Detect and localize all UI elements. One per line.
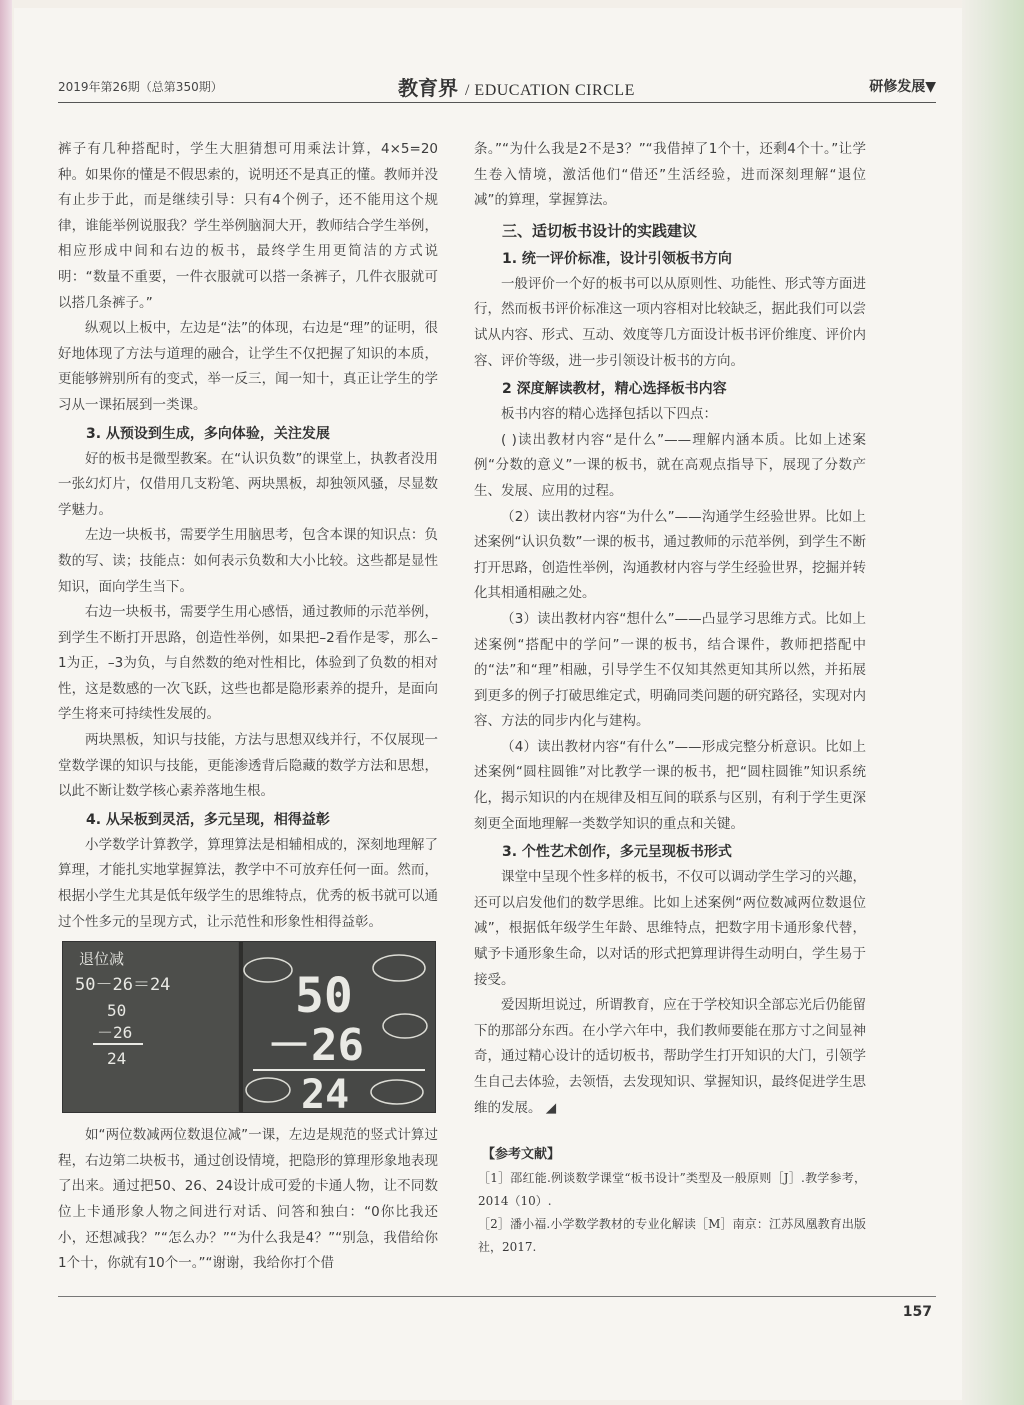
journal-title-en: / EDUCATION CIRCLE: [464, 82, 635, 99]
footer-rule: [58, 1296, 936, 1297]
end-mark: ◢: [545, 1099, 557, 1116]
header-rule: [58, 102, 936, 103]
subheading: 3. 从预设到生成，多向体验，关注发展: [86, 425, 330, 442]
paragraph: 板书内容的精心选择包括以下四点：: [501, 406, 717, 423]
section-heading: 三、适切板书设计的实践建议: [502, 221, 698, 240]
paragraph: ( )读出教材内容“是什么”——理解内涵本质。比如上述案例“分数的意义”一课的板书，就在高观点指导下，展现了分数产生、发展、应用的过程。: [474, 431, 866, 499]
paragraph: 左边一块板书，需要学生用脑思考，包含本课的知识点：负数的写、读；技能点：如何表示负数和大小比较。这些都是显性知识，面向学生当下。: [58, 527, 438, 595]
references: [474, 1143, 866, 1259]
right-column: [474, 137, 866, 1259]
left-column: [58, 137, 438, 1277]
paragraph: 一般评价一个好的板书可以从原则性、功能性、形式等方面进行，然而板书评价标准这一项内容相对比较缺乏，据此我们可以尝试从内容、形式、互动、效度等几方面设计板书评价维度、评价内容、评价等级，进一步引领设计板书的方向。: [474, 275, 866, 369]
running-header: [58, 70, 936, 104]
references-title: 【参考文献】: [482, 1147, 561, 1163]
page-number: 157: [902, 1304, 932, 1320]
paragraph: 两块黑板，知识与技能，方法与思想双线并行，不仅展现一堂数学课的知识与技能，更能渗透背后隐藏的数学方法和思想，以此不断让数学核心素养落地生根。: [58, 732, 438, 800]
paragraph: 纵观以上板中，左边是“法”的体现，右边是“理”的证明，很好地体现了方法与道理的融合，让学生不仅把握了知识的本质，更能够辨别所有的变式，举一反三，闻一知十，真正让学生的学习从一课拓展到一类课。: [58, 320, 438, 413]
paragraph: （3）读出教材内容“想什么”——凸显学习思维方式。比如上述案例“搭配中的学问”一课的板书，结合课件，教师把搭配中的“法”和“理”相融，引导学生不仅知其然更知其所以然，并拓展到更多的例子打破思维定式，明确同类问题的研究路径，实现对内容、方法的同步内化与建构。: [474, 610, 866, 730]
journal-title-cn: 教育界: [398, 76, 458, 100]
reference-item: ［1］邵红能.例谈数学课堂“板书设计”类型及一般原则［J］.教学参考，2014（10）.: [478, 1171, 866, 1209]
paragraph: 小学数学计算教学，算理算法是相辅相成的，深刻地理解了算理，才能扎实地掌握算法，教学中不可放弃任何一面。然而，根据小学生尤其是低年级学生的思维特点，优秀的板书就可以通过个性多元的呈现方式，让示范性和形象性相得益彰。: [58, 836, 438, 930]
blackboard-photo: [62, 941, 436, 1113]
section-label: 研修发展▼: [869, 79, 936, 95]
cartoon-number-top: 50: [295, 968, 353, 1025]
page-edge-left: [0, 0, 12, 1405]
paragraph: 课堂中呈现个性多样的板书，不仅可以调动学生学习的兴趣，还可以启发他们的数学思维。比如上述案例“两位数减两位数退位减”，根据低年级学生年龄、思维特点，把数字用卡通形象代替，赋予卡通形象生命，以对话的形式把算理讲得生动明白，学生易于接受。: [474, 869, 866, 988]
page-edge-right: [962, 0, 1024, 1405]
vertical-middle: －26: [97, 1023, 133, 1043]
board-equation: 50－26＝24: [75, 975, 171, 996]
paragraph: [474, 993, 866, 1121]
blackboard-illustration: [63, 942, 435, 1112]
paragraph: （4）读出教材内容“有什么”——形成完整分析意识。比如上述案例“圆柱圆锥”对比教学一课的板书，把“圆柱圆锥”知识系统化，揭示知识的内在规律及相互间的联系与区别，有利于学生更深刻更全面地理解一类数学知识的重点和关键。: [474, 738, 866, 832]
paragraph: 如“两位数减两位数退位减”一课，左边是规范的竖式计算过程，右边第二块板书，通过创设情境，把隐形的算理形象地表现了出来。通过把50、26、24设计成可爱的卡通人物，让不同数位上卡通形象人物之间进行对话、问答和独白：“0你比我还小，还想减我？”“怎么办？”“为什么我是4？”“别急，我借给你1个十，你就有10个一。”“谢谢，我给你打个借: [58, 1127, 438, 1272]
board-title: 退位减: [79, 950, 125, 969]
cartoon-number-result: 24: [301, 1072, 350, 1113]
paragraph: 右边一块板书，需要学生用心感悟，通过教师的示范举例，到学生不断打开思路，创造性举例，如果把–2看作是零，那么–1为正，–3为负，与自然数的绝对性相比，体验到了负数的相对性，这是数感的一次飞跃，这些也都是隐形素养的提升，是面向学生将来可持续性发展的。: [58, 604, 438, 723]
cartoon-number-middle: －26: [267, 1020, 364, 1072]
paragraph: 裤子有几种搭配时，学生大胆猜想可用乘法计算，4×5=20种。如果你的懂是不假思索的，说明还不是真正的懂。教师并没有止步于此，而是继续引导：只有4个例子，还不能用这个规律，谁能举例说服我？学生举例脑洞大开，教师结合学生举例，相应形成中间和右边的板书，最终学生用更简洁的方式说明：“数量不重要，一件衣服就可以搭一条裤子，几件衣服就可以搭几条裤子。”: [58, 141, 438, 311]
paragraph: （2）读出教材内容“为什么”——沟通学生经验世界。比如上述案例“认识负数”一课的板书，通过教师的示范举例，到学生不断打开思路，创造性举例，沟通教材内容与学生经验世界，挖掘并转化其相通相融之处。: [474, 508, 866, 602]
subheading: 2 深度解读教材，精心选择板书内容: [502, 381, 727, 398]
subheading: 4. 从呆板到灵活，多元呈现，相得益彰: [86, 811, 330, 828]
paragraph-text: 爱因斯坦说过，所谓教育，应在于学校知识全部忘光后仍能留下的那部分东西。在小学六年中，我们教师要能在那方寸之间显神奇，通过精心设计的适切板书，帮助学生打开知识的大门，引领学生自己去体验，去领悟，去发现知识、掌握知识，最终促进学生思维的发展。: [474, 997, 866, 1116]
paragraph: 好的板书是微型教案。在“认识负数”的课堂上，执教者没用一张幻灯片，仅借用几支粉笔、两块黑板，却独领风骚，尽显数学魅力。: [58, 450, 438, 518]
paragraph: 条。”“为什么我是2不是3？”“我借掉了1个十，还剩4个十。”让学生卷入情境，激活他们“借还”生活经验，进而深刻理解“退位减”的算理，掌握算法。: [474, 141, 866, 209]
vertical-top: 50: [107, 1001, 127, 1021]
vertical-result: 24: [107, 1049, 127, 1069]
subheading: 3. 个性艺术创作，多元呈现板书形式: [502, 844, 732, 861]
issue-label: 2019年第26期（总第350期）: [58, 80, 223, 94]
journal-title: [398, 72, 635, 101]
reference-item: ［2］潘小福.小学数学教材的专业化解读［M］南京：江苏凤凰教育出版社，2017.: [478, 1217, 866, 1255]
subheading: 1. 统一评价标准，设计引领板书方向: [502, 250, 732, 267]
